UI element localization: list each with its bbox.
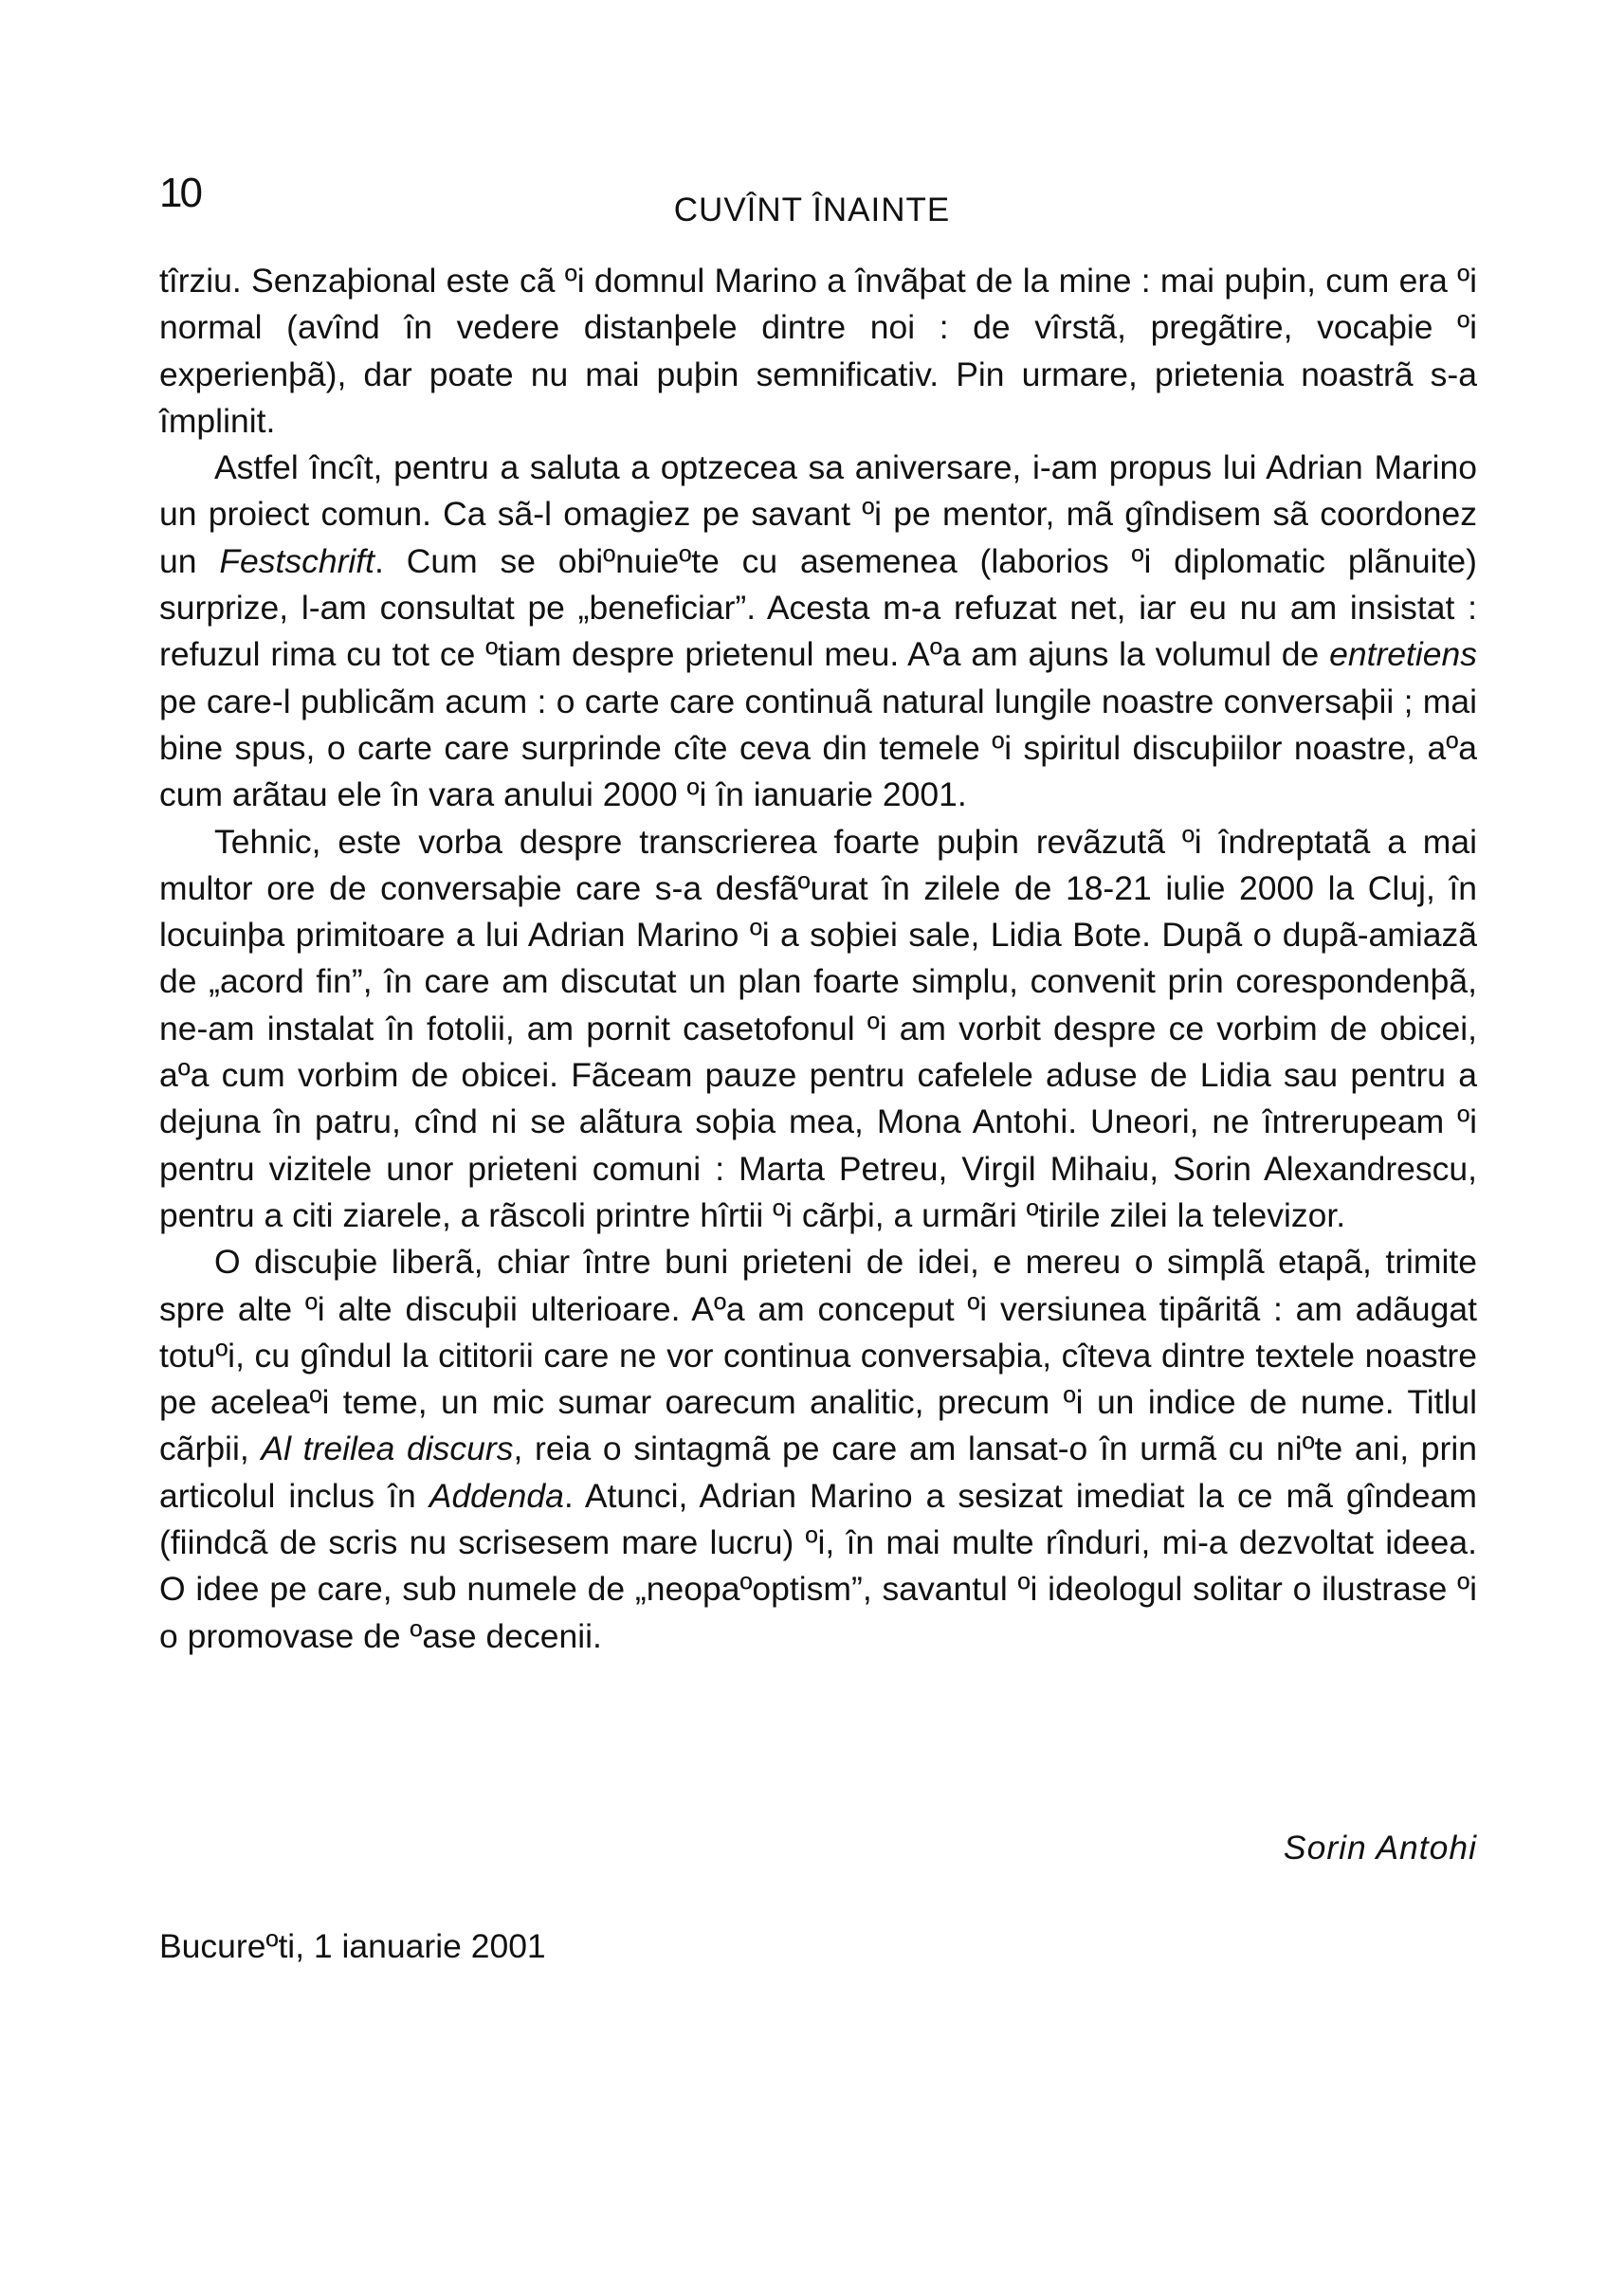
book-title: Al treilea discurs bbox=[261, 1430, 514, 1468]
paragraph-3-text: Tehnic, este vorba despre transcrierea foarte puþin revãzutã ºi îndreptatã a mai multor ore de conversaþie care s-a desfãºurat în zilele de 18-21 iulie 2000 la Cluj, în locuinþa primitoare a lui Adrian Marino ºi a soþiei sale, Lidia Bote. Dupã o dupã-amiazã de „acord fin”, în care am discutat un plan foarte simplu, convenit prin corespondenþã, ne-am instalat în fotolii, am pornit casetofonul ºi am vorbit despre ce vorbim de obicei, aºa cum vorbim de obicei. Fãceam pauze pentru cafelele aduse de Lidia sau pentru a dejuna în patru, cînd ni se alãtura soþia mea, Mona Antohi. Uneori, ne întrerupeam ºi pentru vizitele unor prieteni comuni : Marta Petreu, Virgil Mihaiu, Sorin Alexandrescu, pentru a citi ziarele, a rãscoli printre hîrtii ºi cãrþi, a urmãri ºtirile zilei la televizor. bbox=[159, 822, 1477, 1234]
body-text bbox=[159, 258, 1477, 1660]
paragraph-1-text: tîrziu. Senzaþional este cã ºi domnul Marino a învãþat de la mine : mai puþin, cum era ºi normal (avînd în vedere distanþele dintre noi : de vîrstã, pregãtire, vocaþie ºi experienþã), dar poate nu mai puþin semnificativ. Pin urmare, prietenia noastrã s-a împlinit. bbox=[159, 262, 1477, 440]
page-number: 10 bbox=[159, 170, 200, 216]
signature: Sorin Antohi bbox=[1283, 1829, 1477, 1867]
paragraph-1 bbox=[159, 258, 1477, 445]
paragraph-4-text: , reia o sintagmã pe care am lansat-o în urmã cu niºte ani, prin articolul inclus în bbox=[159, 1430, 1477, 1515]
paragraph-2-text: pe care-l publicãm acum : o carte care continuã natural lungile noastre conversaþii ; mai bine spus, o carte care surprinde cîte ceva din temele ºi spiritul discuþiilor noastre, aºa cum arãtau ele în vara anului 2000 ºi în ianuarie 2001. bbox=[159, 682, 1477, 814]
paragraph-2-text: . Cum se obiºnuieºte cu asemenea (laborios ºi diplomatic plãnuite) surprize, l-am consultat pe „beneficiar”. Acesta m-a refuzat net, iar eu nu am insistat : refuzul rima cu tot ce ºtiam despre prietenul meu. Aºa am ajuns la volumul de bbox=[159, 541, 1477, 674]
place-date: Bucureºti, 1 ianuarie 2001 bbox=[159, 1927, 546, 1965]
paragraph-2 bbox=[159, 445, 1477, 818]
running-head: CUVÎNT ÎNAINTE bbox=[673, 191, 951, 228]
festschrift-term: Festschrift bbox=[219, 541, 375, 580]
addenda-title: Addenda bbox=[429, 1476, 564, 1515]
paragraph-3 bbox=[159, 819, 1477, 1240]
paragraph-2-text: Astfel încît, pentru a saluta a optzecea sa aniversare, i-am propus lui Adrian Marino un proiect comun. Ca sã-l omagiez pe savant ºi pe mentor, mã gîndisem sã coordonez un bbox=[159, 448, 1477, 580]
paragraph-4 bbox=[159, 1239, 1477, 1660]
paragraph-4-text: . Atunci, Adrian Marino a sesizat imediat la ce mã gîndeam (fiindcã de scris nu scrisesem mare lucru) ºi, în mai multe rînduri, mi-a dezvoltat ideea. O idee pe care, sub numele de „neopaºoptism”, savantul ºi ideologul solitar o ilustrase ºi o promovase de ºase decenii. bbox=[159, 1476, 1477, 1655]
paragraph-4-text: O discuþie liberã, chiar între buni prieteni de idei, e mereu o simplã etapã, trimite spre alte ºi alte discuþii ulterioare. Aºa am conceput ºi versiunea tipãritã : am adãugat totuºi, cu gîndul la cititorii care ne vor continua conversaþia, cîteva dintre textele noastre pe aceleaºi teme, un mic sumar oarecum analitic, precum ºi un indice de nume. Titlul cãrþii, bbox=[159, 1243, 1477, 1468]
entretiens-term: entretiens bbox=[1329, 635, 1477, 674]
